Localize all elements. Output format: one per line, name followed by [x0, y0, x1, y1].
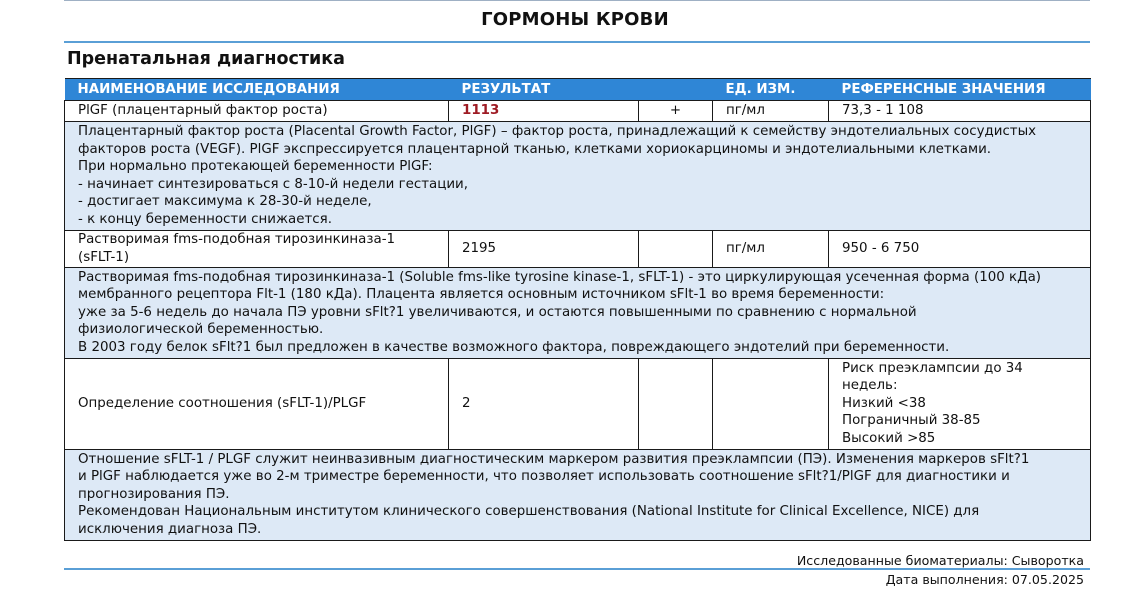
test-name-line: (sFLT-1) — [78, 249, 130, 265]
reference-line: Высокий >85 — [842, 430, 936, 446]
description-line: мембранного рецептора Flt-1 (180 кДа). Плацента является основным источником sFlt-1 во время беременности: — [78, 287, 885, 303]
results-table — [64, 78, 1091, 541]
test-description — [65, 449, 1091, 540]
table-row-ratio — [65, 358, 1091, 449]
deviation-flag — [639, 358, 713, 449]
description-line: исключения диагноза ПЭ. — [78, 521, 262, 537]
test-result: 2195 — [449, 230, 639, 267]
result-value-high: 1113 — [462, 103, 500, 119]
top-divider — [64, 0, 1090, 1]
test-unit — [713, 358, 829, 449]
test-name: Определение соотношения (sFLT-1)/PLGF — [65, 358, 449, 449]
table-header-row — [65, 79, 1091, 101]
section-title: Пренатальная диагностика — [67, 49, 345, 69]
test-description — [65, 267, 1091, 358]
test-description — [65, 122, 1091, 231]
description-line: Отношение sFLT-1 / PLGF служит неинвазивным диагностическим маркером развития преэклампсии (ПЭ). Изменения маркеров sFlt?1 — [78, 451, 1030, 467]
col-header-result: РЕЗУЛЬТАТ — [449, 79, 639, 101]
table-row-ratio-description — [65, 449, 1091, 540]
description-line: При нормально протекающей беременности PlGF: — [78, 159, 433, 175]
table-row-sflt1 — [65, 230, 1091, 267]
title-divider — [64, 41, 1090, 43]
description-line: В 2003 году белок sFlt?1 был предложен в качестве возможного фактора, повреждающего эндотелий при беременности. — [78, 339, 950, 355]
description-line: Плацентарный фактор роста (Placental Growth Factor, PlGF) – фактор роста, принадлежащий к семейству эндотелиальных сосудистых — [78, 124, 1037, 139]
description-line: - начинает синтезироваться с 8-10-й недели гестации, — [78, 176, 468, 192]
test-reference: 73,3 - 1 108 — [829, 101, 1091, 122]
table-row-sflt1-description — [65, 267, 1091, 358]
description-line: - к концу беременности снижается. — [78, 211, 332, 227]
reference-line: Риск преэклампсии до 34 — [842, 360, 1023, 376]
reference-line: Пограничный 38-85 — [842, 413, 981, 429]
col-header-unit: ЕД. ИЗМ. — [713, 79, 829, 101]
test-reference — [829, 358, 1091, 449]
biomaterials-note: Исследованные биоматериалы: Сыворотка — [796, 553, 1084, 568]
test-result: 2 — [449, 358, 639, 449]
page-title: ГОРМОНЫ КРОВИ — [481, 9, 669, 30]
test-unit: пг/мл — [713, 230, 829, 267]
description-line: - достигает максимума к 28-30-й неделе, — [78, 194, 372, 210]
completion-date: Дата выполнения: 07.05.2025 — [885, 572, 1084, 587]
test-name — [65, 230, 449, 267]
table-row-plgf — [65, 101, 1091, 122]
test-result — [449, 101, 639, 122]
reference-line: недель: — [842, 378, 898, 394]
description-line: и PlGF наблюдается уже во 2-м триместре беременности, что позволяет использовать соотношение sFlt?1/PlGF для диагностики и — [78, 469, 1010, 485]
test-unit: пг/мл — [713, 101, 829, 122]
col-header-flag — [639, 79, 713, 101]
footer-divider — [64, 568, 1090, 570]
table-row-plgf-description — [65, 122, 1091, 231]
description-line: уже за 5-6 недель до начала ПЭ уровни sFlt?1 увеличиваются, и остаются повышенными по сравнению с нормальной — [78, 304, 917, 320]
test-name: PlGF (плацентарный фактор роста) — [65, 101, 449, 122]
deviation-flag — [639, 230, 713, 267]
description-line: факторов роста (VEGF). PlGF экспрессируется плацентарной тканью, клетками хориокарциномы и эндотелиальными клетками. — [78, 141, 992, 157]
test-reference: 950 - 6 750 — [829, 230, 1091, 267]
col-header-reference: РЕФЕРЕНСНЫЕ ЗНАЧЕНИЯ — [829, 79, 1091, 101]
deviation-flag: + — [639, 101, 713, 122]
reference-line: Низкий <38 — [842, 395, 926, 411]
description-line: Растворимая fms-подобная тирозинкиназа-1 (Soluble fms-like tyrosine kinase-1, sFLT-1) - это циркулирующая усеченная форма (100 кДа) — [78, 269, 1042, 285]
col-header-name: НАИМЕНОВАНИЕ ИССЛЕДОВАНИЯ — [65, 79, 449, 101]
description-line: Рекомендован Национальным институтом клинического совершенствования (National Institute for Clinical Excellence, NICE) для — [78, 504, 980, 520]
description-line: физиологической беременностью. — [78, 322, 324, 338]
test-name-line: Растворимая fms-подобная тирозинкиназа-1 — [78, 231, 396, 247]
description-line: прогнозирования ПЭ. — [78, 486, 230, 502]
